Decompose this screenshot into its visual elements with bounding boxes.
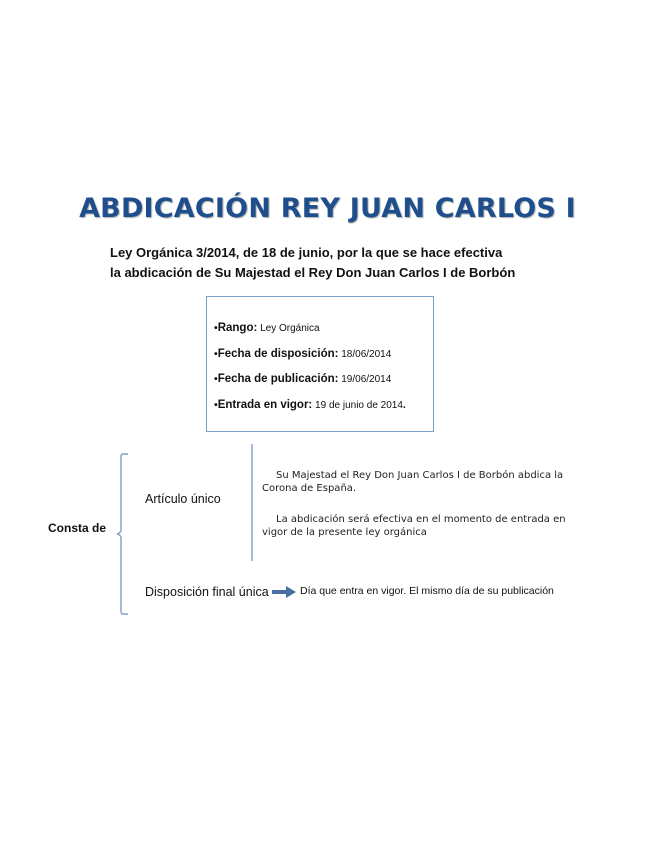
info-item-fecha-disposicion xyxy=(214,348,406,361)
info-item-fecha-publicacion xyxy=(214,373,406,386)
branch-label-articulo: Artículo único xyxy=(145,492,221,506)
info-item-rango xyxy=(214,322,406,335)
document-title: ABDICACIÓN REY JUAN CARLOS I xyxy=(79,193,576,224)
arrow-right-icon xyxy=(272,586,296,598)
info-value: 18/06/2014 xyxy=(338,348,392,360)
disposition-result: Día que entra en vigor. El mismo día de su publicación xyxy=(300,585,554,597)
info-value: Ley Orgánica xyxy=(257,323,320,334)
info-box xyxy=(206,296,434,432)
root-label: Consta de xyxy=(48,521,107,535)
info-end: . xyxy=(402,398,406,411)
bullet-icon: • xyxy=(214,347,218,360)
info-label: Entrada en vigor: xyxy=(217,398,313,411)
info-label: Fecha de disposición: xyxy=(217,347,339,360)
info-item-entrada-vigor xyxy=(214,399,406,412)
article-bracket-icon xyxy=(246,443,256,563)
info-list xyxy=(214,322,406,424)
branch-label-disposicion: Disposición final única xyxy=(145,585,269,599)
info-label: Fecha de publicación: xyxy=(217,373,339,385)
main-brace-icon xyxy=(112,452,132,618)
article-paragraph-2 xyxy=(262,513,592,539)
bullet-icon: • xyxy=(214,322,218,334)
info-value: 19/06/2014 xyxy=(338,374,392,385)
article-paragraph-2-text: La abdicación será efectiva en el momento de entrada en vigor de la presente ley orgánica xyxy=(262,514,566,538)
article-paragraph-1-text: Su Majestad el Rey Don Juan Carlos I de Borbón abdica la Corona de España. xyxy=(262,470,564,494)
subtitle-line-2: la abdicación de Su Majestad el Rey Don Juan Carlos I de Borbón xyxy=(110,265,516,280)
document-subtitle xyxy=(110,243,570,283)
bullet-icon: • xyxy=(214,398,218,411)
article-paragraph-1 xyxy=(262,469,592,495)
info-value: 19 de junio de 2014 xyxy=(312,399,403,411)
subtitle-line-1: Ley Orgánica 3/2014, de 18 de junio, por la que se hace efectiva xyxy=(110,245,503,260)
info-label: Rango: xyxy=(217,322,258,334)
bullet-icon: • xyxy=(214,373,218,385)
